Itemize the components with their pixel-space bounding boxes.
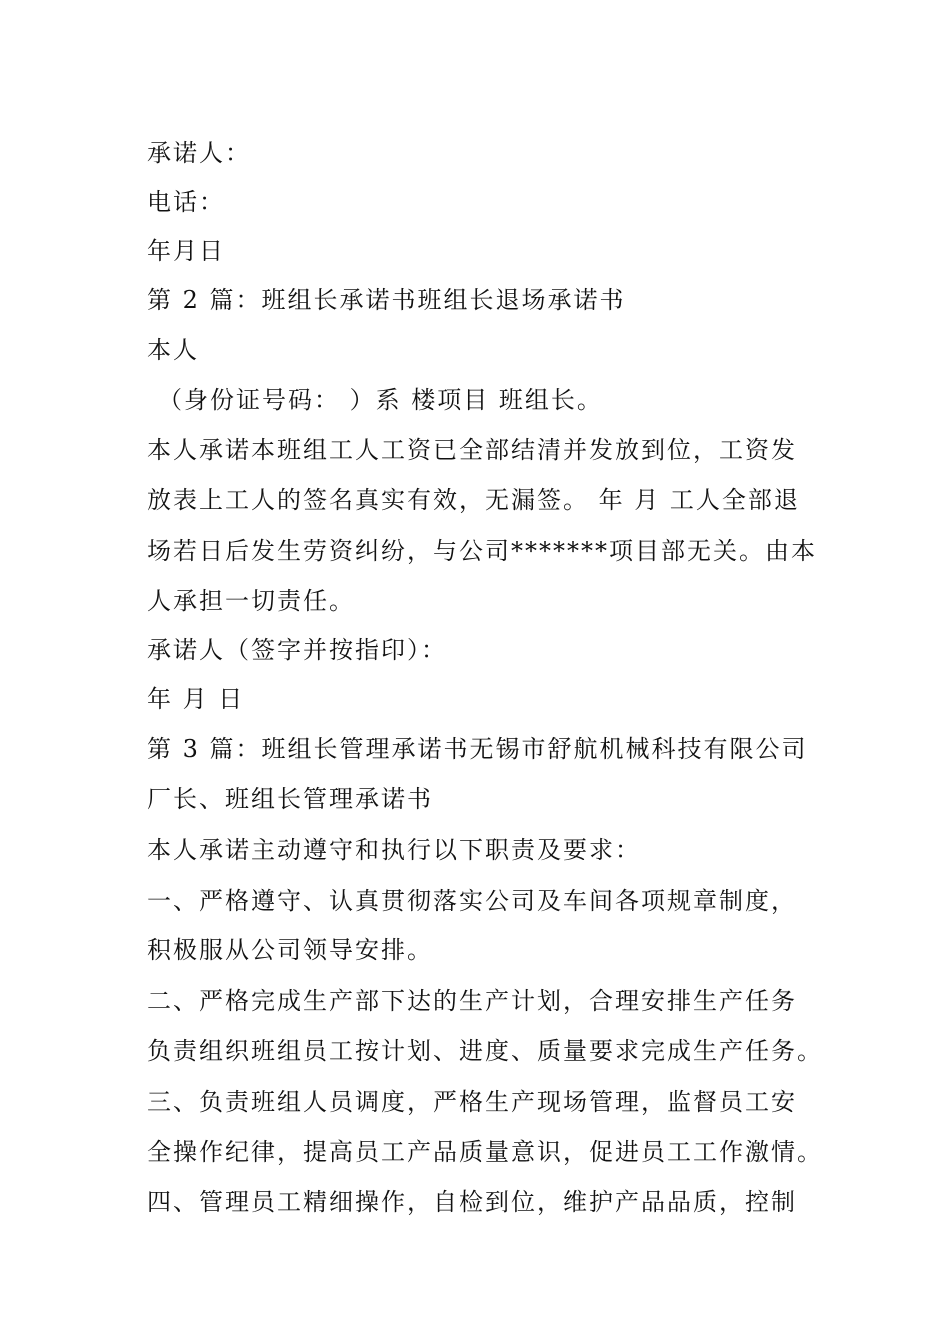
paragraph-line: 放表上工人的签名真实有效，无漏签。 年 月 工人全部退: [147, 486, 800, 514]
list-item: 负责组织班组员工按计划、进度、质量要求完成生产任务。: [147, 1037, 823, 1065]
promiser-label: 承诺人：: [147, 139, 251, 167]
paragraph-line: 场若日后发生劳资纠纷，与公司*******项目部无关。由本: [147, 537, 817, 565]
phone-label: 电话：: [147, 188, 225, 216]
list-item: 四、管理员工精细操作，自检到位，维护产品品质，控制: [147, 1188, 797, 1216]
list-item: 二、严格完成生产部下达的生产计划，合理安排生产任务: [147, 987, 797, 1015]
list-item: 积极服从公司领导安排。: [147, 936, 433, 964]
date-label: 年 月 日: [147, 685, 245, 713]
paragraph-line: 本人: [147, 336, 199, 364]
paragraph-line: 本人承诺主动遵守和执行以下职责及要求：: [147, 836, 641, 864]
list-item: 一、严格遵守、认真贯彻落实公司及车间各项规章制度，: [147, 887, 797, 915]
signature-label: 承诺人（签字并按指印）：: [147, 636, 447, 664]
paragraph-line: 本人承诺本班组工人工资已全部结清并发放到位，工资发: [147, 436, 797, 464]
date-label: 年月日: [147, 237, 225, 265]
section-2-heading: 第 2 篇：班组长承诺书班组长退场承诺书: [147, 286, 626, 314]
document-subtitle: 厂长、班组长管理承诺书: [147, 785, 433, 813]
paragraph-line: 人承担一切责任。: [147, 587, 355, 615]
paragraph-line: （身份证号码： ）系 楼项目 班组长。: [158, 386, 603, 414]
list-item: 全操作纪律，提高员工产品质量意识，促进员工工作激情。: [147, 1138, 823, 1166]
section-3-heading: 第 3 篇：班组长管理承诺书无锡市舒航机械科技有限公司: [147, 735, 808, 763]
list-item: 三、负责班组人员调度，严格生产现场管理，监督员工安: [147, 1088, 797, 1116]
